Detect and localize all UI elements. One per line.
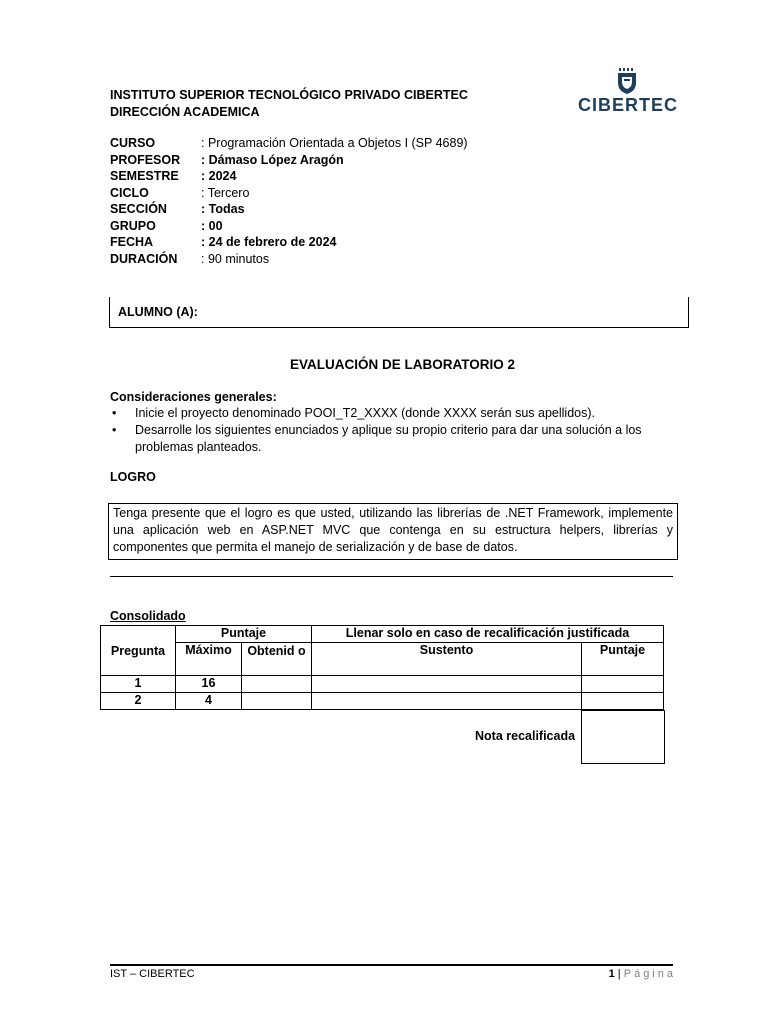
info-row: [110, 135, 468, 152]
info-value: : 00: [201, 218, 223, 233]
info-label: FECHA: [110, 235, 154, 249]
info-row: [110, 185, 468, 202]
info-label: CICLO: [110, 185, 149, 200]
list-item: • Desarrolle los siguientes enunciados y aplique su propio criterio para dar una solución a los problemas planteados.: [112, 423, 642, 454]
info-label: SECCIÓN: [110, 202, 167, 216]
footer-left: IST – CIBERTEC: [110, 968, 195, 980]
course-info: [110, 135, 468, 267]
info-label: CURSO: [110, 136, 156, 150]
info-value: : 24 de febrero de 2024: [201, 235, 337, 249]
obtenido-cell[interactable]: [242, 676, 312, 693]
info-label: PROFESOR: [110, 152, 181, 167]
nota-recalificada-box[interactable]: [581, 710, 665, 764]
table-row: 1 16: [101, 676, 664, 693]
table-row: 2 4: [101, 693, 664, 710]
footer-divider: [110, 964, 673, 966]
col-recalificacion: Llenar solo en caso de recalificación justificada: [312, 626, 664, 643]
divider: [110, 576, 673, 577]
info-row: [110, 168, 468, 185]
info-value: : Tercero: [201, 185, 250, 200]
institution-header: [110, 87, 468, 121]
student-label: ALUMNO (A):: [118, 305, 198, 319]
info-label: SEMESTRE: [110, 169, 179, 183]
bullet-icon: •: [112, 406, 117, 420]
page-word: Página: [623, 968, 676, 980]
puntaje-cell[interactable]: [582, 693, 664, 710]
sustento-cell[interactable]: [312, 693, 582, 710]
info-row: [110, 251, 468, 268]
sustento-cell[interactable]: [312, 676, 582, 693]
info-value: : 2024: [201, 169, 237, 183]
logro-heading: LOGRO: [110, 470, 156, 484]
consolidado-heading: Consolidado: [110, 609, 186, 623]
col-pregunta: Pregunta: [101, 626, 176, 676]
department-name: DIRECCIÓN ACADEMICA: [110, 105, 260, 119]
col-puntaje-recal: Puntaje: [582, 643, 664, 676]
info-label: GRUPO: [110, 218, 156, 233]
list-item: • Inicie el proyecto denominado POOI_T2_XXXX (donde XXXX serán sus apellidos).: [112, 406, 595, 420]
logo-wordmark: CIBERTEC: [578, 95, 679, 115]
info-row: [110, 152, 468, 169]
considerations-list: [110, 405, 670, 456]
institution-name: INSTITUTO SUPERIOR TECNOLÓGICO PRIVADO CIBERTEC: [110, 88, 468, 102]
crest-icon: [616, 68, 638, 94]
nota-recalificada-label: Nota recalificada: [475, 729, 576, 743]
page-indicator: 1 | Página: [608, 968, 676, 980]
col-puntaje: Puntaje: [176, 626, 312, 643]
col-maximo: Máximo: [176, 643, 242, 676]
info-label: DURACIÓN: [110, 251, 178, 266]
col-sustento: Sustento: [312, 643, 582, 676]
obtenido-cell[interactable]: [242, 693, 312, 710]
info-value: : Programación Orientada a Objetos I (SP 4689): [201, 136, 468, 150]
info-value: : 90 minutos: [201, 251, 270, 266]
considerations-heading: Consideraciones generales:: [110, 390, 277, 404]
col-obtenido: Obtenid o: [242, 643, 312, 676]
cibertec-logo: [578, 68, 678, 116]
page-number: 1: [608, 968, 615, 980]
puntaje-cell[interactable]: [582, 676, 664, 693]
info-row: [110, 234, 468, 251]
logro-text-box: Tenga presente que el logro es que usted, utilizando las librerías de .NET Framework, implemente una aplicación web en ASP.NET MVC que contenga en su estructura helpers, librerías y componentes que permita el manejo de serialización y de base de datos.: [108, 503, 678, 560]
score-table: [100, 625, 664, 710]
info-row: [110, 218, 468, 235]
bullet-icon: •: [112, 423, 117, 437]
info-row: [110, 201, 468, 218]
student-name-box[interactable]: [109, 297, 689, 328]
info-value: : Dámaso López Aragón: [201, 152, 344, 167]
info-value: : Todas: [201, 202, 245, 216]
exam-title: EVALUACIÓN DE LABORATORIO 2: [289, 357, 515, 372]
